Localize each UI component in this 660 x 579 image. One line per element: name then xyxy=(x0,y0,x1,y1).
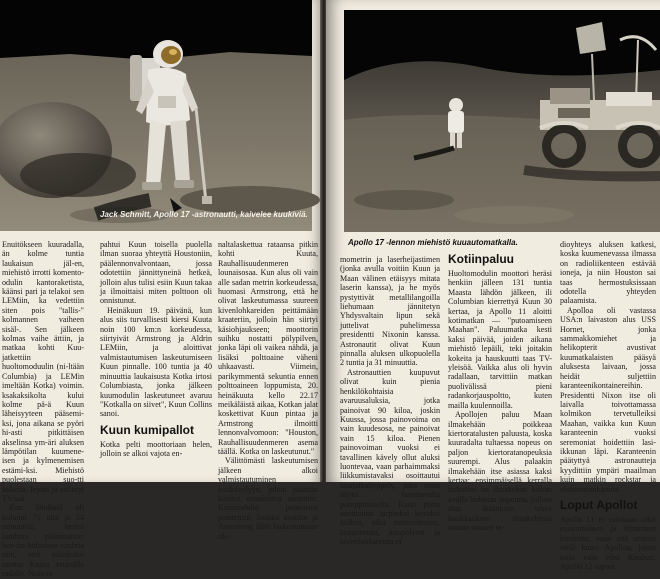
astronaut-photo-left xyxy=(0,0,312,231)
paragraph: Kun lähdöstä oli kulunut 75 ntia ja 54 minuuttia, heräsi lumbian päämoottori hen-iin hidastaen vauhtia niin, että uskaksiko asettui Kuuta ertävälle radalle. Noin to xyxy=(2,503,84,579)
section-heading: Loput Apollot xyxy=(560,497,638,512)
paragraph: Apollo 11 ei suinkaan ollut ensimmäinen ja viimeinen kuulento, vaan sitä seurasi vielä kuusi Apolloa, joista toiin vain viisi Kuuhun. Apollo 12 aapasi xyxy=(560,514,656,571)
text-column-4 xyxy=(340,255,440,547)
paragraph: Heinäkuun 19. päivänä, kun alus siis turvallisesti kiersi Kuuta noin 100 km:n korkeudessa, siirtyivät Armstrong ja Aldrin LEMiin, ja aloittivat valmistautumisen laskeutumiseen Kuun pinnalle. 100 tuntia ja 40 minuuttia laukaisusta Kotka irtosi Columbiasta, jonka jälkeen kuumodulin laskeutuneet avaruu "Kotkalla on siivet", Kuun Collins sanoi. xyxy=(100,305,212,419)
rover-photo-right xyxy=(344,10,660,232)
paragraph: Kotka pelti moottoriaan helen, jolloin se alkoi vajota en- xyxy=(100,439,212,459)
paragraph: Huoltomodulin moottori heräsi henkiin jälleen 131 tuntia Maasta lähdön jälkeen, ili Columbian kierrettyä Kuun 30 kertaa, ja Apollo 11 aloitti kotimatkan — "putoamiseen Maahan". Paluumatka kesti kaksi päivää, joiden aikana miehistö lepäili, teki joitakin kokeita ja hauskuutti taas TV-yleisöä. Vaikka alus oli hyvin radallaan, tarvittiin matkan puolivälissä pieni radankorjauspoltto, kuten mailla kuulennoilla. xyxy=(448,269,552,410)
text-column-3 xyxy=(218,240,318,541)
photo-caption-right: Apollo 17 -lennon miehistö kuuautomatkalla. xyxy=(348,238,518,247)
section-heading: Kuun kumipallot xyxy=(100,422,194,437)
section-heading: Kotiinpaluu xyxy=(448,252,514,266)
right-page xyxy=(326,0,660,571)
paragraph: Enuitökseen kuuradalla, än kolme tuntia laukaisun jäl-en, miehistö irrotti komento-odulin kantoraketista, käänsi pari ja telakoi sen LEMiin, ka vedettiin siten pois "tallis-" kolmannen vaiheen sisäl-. Sen jälkeen kolmas vaihe ättiin, ja matkaa kohti Kuu-jatkettiin huoltomoduulin (ni-ltään Columbia) ja LEMin imeltään Kotka) voimin. ksakaksikolta kului kolme pä-ä Kuun läheisyyteen pääsemi-ksi, jona aikana se pyöri hi-asti pitkittäisen akselinsa ym-äri aluksen lämpötilan kuumene-isen ja kylmenemisen estämi-ksi. Miehistö puolestaan suo-tti kokeita, lepäsi ja esiintyi TV:ssä. xyxy=(2,240,84,503)
paragraph: mometrin ja laserheijastimen (jonka avulla voitiin Kuun ja Maan välinen etäisyys mitata laserin kanssa), ja he myös pystyttivät metallilangoilla liehumaan jännitetyn Yhdysvaltain lipun sekä juttelivat puhelimessa presidentti Nixonin kanssa. Astronautit olivat Kuun pinnalla aluksen ulkopuolella 2 tuntia ja 31 minuuttia. xyxy=(340,255,440,368)
paragraph: pahtui Kuun toisella puolella ilman suoraa yhteyttä Houstoniin, päälennonvalvontaan, jossa odotettiin jännittyneinä hetkeä, jolloin alus tulisi esiin Kuun takaa ja ilmoittaisi miten polttoon oli onnistunut. xyxy=(100,240,212,306)
text-column-1 xyxy=(2,240,84,579)
paragraph: Astronauttien kuupuvut olivat kuin pienia henkilökohtaisia avaruusaluksia, jotka painoivat 90 kiloa, joskin Kuussa, jossa painovoima on vain kuudesosa, ne painoivat vain 15 kiloa. Pienen painovoiman vuoksi ei tavallinen kävely ollut aluksi luontevaa, vaan parhaimmaksi liikkumistavaksi osoittautui tasajalkahyppely, joka tosin näytti huvittavalta pomppimiselta. Kuun pinta osoittautui tarpeeksi kovaksi kulkea, eikä meteoriiteista, kraatereista, kuupölystä ja kivenlohkareista ei xyxy=(340,367,440,547)
left-page xyxy=(0,0,322,579)
paragraph: Apolloa oli vastassa USA:n laivaston alus USS Hornet, jonka sammakkomiehet ja helikopterit avustivat kuumatkalaisten pääsyä aluksesta laivaan, jossa heidät suljettiin karanteenikontainereihin. Presidentti Nixon itse oli laivalla toivottamassa kolmikon tervetulleiksi Maahan, vaikka kun Kuun karanteenin vuoksi seremoniat hoidettiin lasi-ikkunan läpi. Karanteenin päätyttyä astronautteja kyydittiin ympäri maailman kuin matkin rockstar ja elokuvasankareita. xyxy=(560,305,656,494)
paragraph: Apollojen paluu Maan ilmakehään poikkeaa kiertoratalusten paluusta, koska kuuradalta tultaessa nopeus on paljon kiertoratanopeuksia suurempi. Alus palaakin ilmakehään itse asiassa kaksi kertaa; ensimmäisellä kerralla tarkoitus on ilmakehän kitkan avulla hidastaa nopeutta, jolloin alus ikäänkuin tekee koukkauksen ilmakehässä nousta nousee ta- xyxy=(448,410,552,532)
paragraph: Välittömästi laskeutumisen jälkeen alkoi valmistautuminen kuukävelyyn, johon päästiin käsiksi ennakoitua aiemmin. Kuumodulin paineistus poistettiin, luukku avattiin ja Armstrong lähti laskeutumaan tik- xyxy=(218,456,318,541)
text-column-5 xyxy=(448,252,552,532)
paragraph: dioyhteys aluksen katkesi, koska kuumenevassa ilmassa on radioliikenteen estävää ioneja, ja niin Houston sai taas hermostuksissaan odotella yhteyden palaamista. xyxy=(560,240,656,306)
photo-caption-left: Jack Schmitt, Apollo 17 -astronautti, kaivelee kuukiviä. xyxy=(100,210,308,219)
text-column-2 xyxy=(100,240,212,482)
text-column-6 xyxy=(560,240,656,571)
paragraph: naltalaskettua rataansa pitkin kohti Kuuta, Rauhallisuudenmeren lounaisosaa. Kun alus oli vain alle sadan metrin korkeudessa, huomasi Armstrong, että he olivat laskeutumassa suureen kivenlohkareiden peittämään kraateriin, jolloin hän siirtyi käsiohjaukseen; moottorin suihku nostatti pölypilven, jonka läpi oli vaikea nähdä, ja lisäksi polttoaine väheni uhkaavasti. Viimein, parikymmentä sekuntia ennen polttoaineen loppumista, 20. heinäkuuta kello 22.17 meikäläistä aikaa, Kotkan jalat koskettivat Kuun pintaa ja Armstrong ilmoitti lennonvalvomoon: "Houston, Rauhallisuudenmeren asema täällä. Kotka on laskeutunut." xyxy=(218,240,318,456)
